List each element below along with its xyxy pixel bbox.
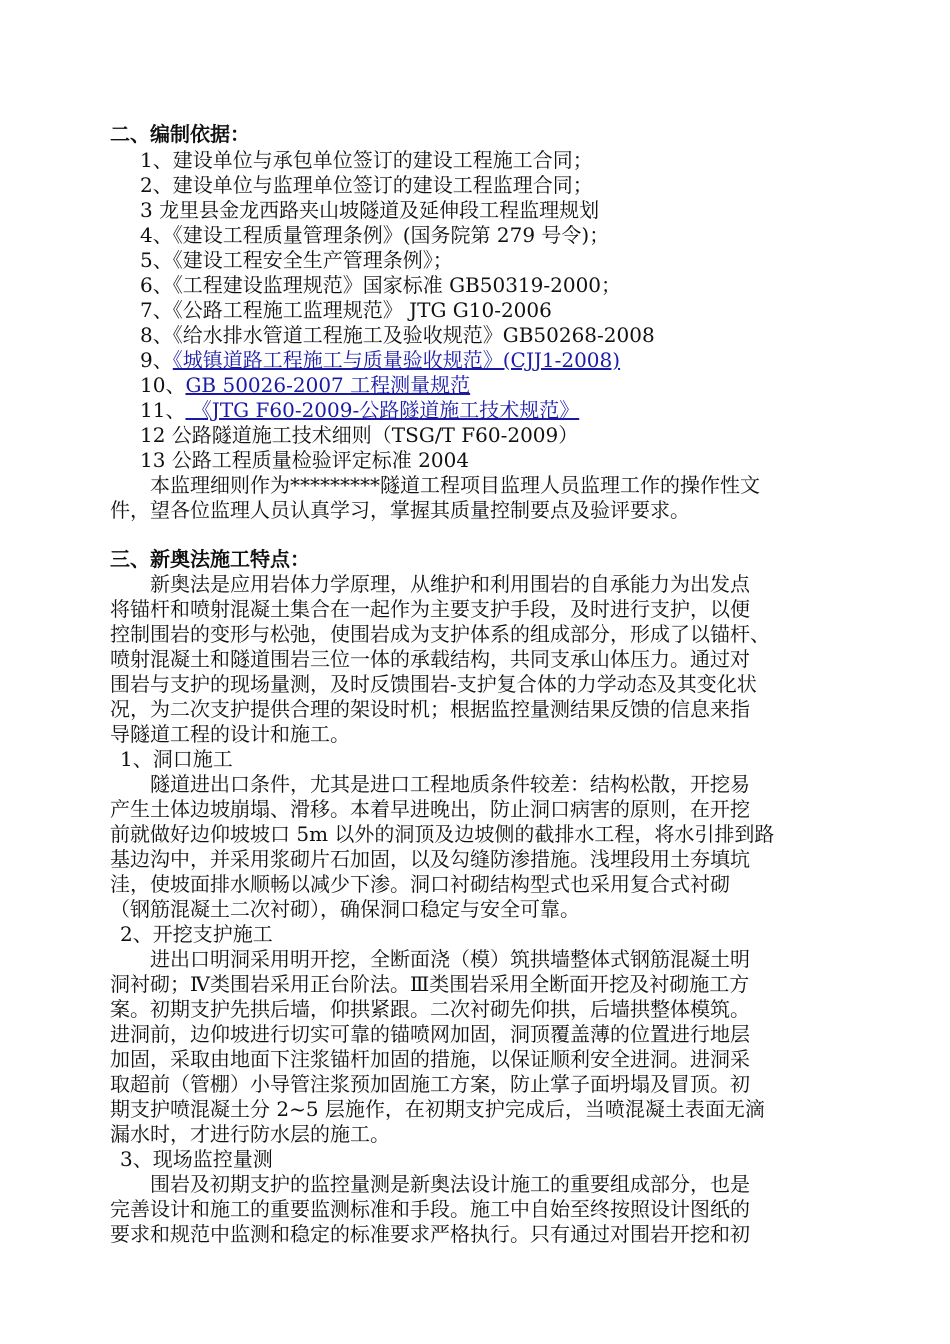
- excavation-line-7: 期支护喷混凝土分 2~5 层施作，在初期支护完成后，当喷混凝土表面无滴: [110, 1097, 765, 1121]
- section-heading-natm: 三、新奥法施工特点：: [110, 547, 310, 571]
- basis-item-10-number: 10、: [140, 373, 186, 397]
- natm-intro-line-7: 导隧道工程的设计和施工。: [110, 722, 350, 746]
- basis-item-2: 2、建设单位与监理单位签订的建设工程监理合同；: [140, 173, 593, 197]
- basis-item-10-link[interactable]: GB 50026-2007 工程测量规范: [185, 373, 471, 397]
- basis-item-9-number: 9、: [140, 348, 173, 372]
- basis-item-1: 1、建设单位与承包单位签订的建设工程施工合同；: [140, 148, 593, 172]
- excavation-line-4: 进洞前，边仰坡进行切实可靠的锚喷网加固，洞顶覆盖薄的位置进行地层: [110, 1022, 750, 1046]
- basis-item-11: [140, 398, 579, 423]
- basis-item-13: 13 公路工程质量检验评定标准 2004: [140, 448, 470, 472]
- excavation-line-1: 进出口明洞采用明开挖，全断面浇（模）筑拱墙整体式钢筋混凝土明: [150, 947, 750, 971]
- basis-item-5: 5、《建设工程安全生产管理条例》；: [140, 248, 453, 272]
- subsection-title-portal: 1、洞口施工: [120, 747, 233, 771]
- basis-paragraph-line-1: 本监理细则作为*********隧道工程项目监理人员监理工作的操作性文: [150, 473, 760, 497]
- subsection-title-excavation: 2、开挖支护施工: [120, 922, 273, 946]
- basis-item-7: 7、《公路工程施工监理规范》 JTG G10-2006: [140, 298, 552, 322]
- basis-item-12: 12 公路隧道施工技术细则（TSG/T F60-2009）: [140, 423, 579, 447]
- natm-intro-line-5: 围岩与支护的现场量测，及时反馈围岩-支护复合体的力学动态及其变化状: [110, 672, 757, 696]
- natm-intro-line-3: 控制围岩的变形与松弛，使围岩成为支护体系的组成部分，形成了以锚杆、: [110, 622, 770, 646]
- portal-line-5: 洼，使坡面排水顺畅以减少下渗。洞口衬砌结构型式也采用复合式衬砌: [110, 872, 730, 896]
- basis-item-11-number: 11、: [140, 398, 186, 422]
- natm-intro-line-1: 新奥法是应用岩体力学原理，从维护和利用围岩的自承能力为出发点: [150, 572, 750, 596]
- portal-line-4: 基边沟中，并采用浆砌片石加固，以及勾缝防渗措施。浅埋段用土夯填坑: [110, 847, 750, 871]
- monitoring-line-2: 完善设计和施工的重要监测标准和手段。施工中自始至终按照设计图纸的: [110, 1197, 750, 1221]
- excavation-line-2: 洞衬砌；Ⅳ类围岩采用正台阶法。Ⅲ类围岩采用全断面开挖及衬砌施工方: [110, 972, 750, 996]
- natm-intro-line-2: 将锚杆和喷射混凝土集合在一起作为主要支护手段，及时进行支护，以便: [110, 597, 750, 621]
- excavation-line-6: 取超前（管棚）小导管注浆预加固施工方案，防止掌子面坍塌及冒顶。初: [110, 1072, 750, 1096]
- monitoring-line-3: 要求和规范中监测和稳定的标准要求严格执行。只有通过对围岩开挖和初: [110, 1222, 750, 1246]
- excavation-line-8: 漏水时，才进行防水层的施工。: [110, 1122, 390, 1146]
- subsection-title-monitoring: 3、现场监控量测: [120, 1147, 273, 1171]
- basis-item-6: 6、《工程建设监理规范》国家标准 GB50319-2000；: [140, 273, 622, 297]
- excavation-line-5: 加固，采取由地面下注浆锚杆加固的措施，以保证顺利安全进洞。进洞采: [110, 1047, 750, 1071]
- natm-intro-line-6: 况，为二次支护提供合理的架设时机；根据监控量测结果反馈的信息来指: [110, 697, 750, 721]
- portal-line-6: （钢筋混凝土二次衬砌），确保洞口稳定与安全可靠。: [110, 897, 580, 921]
- basis-item-11-link[interactable]: 《JTG F60-2009-公路隧道施工技术规范》: [185, 398, 580, 422]
- excavation-line-3: 案。初期支护先拱后墙，仰拱紧跟。二次衬砌先仰拱，后墙拱整体模筑。: [110, 997, 750, 1021]
- basis-item-8: 8、《给水排水管道工程施工及验收规范》GB50268-2008: [140, 323, 655, 347]
- basis-paragraph-line-2: 件，望各位监理人员认真学习，掌握其质量控制要点及验评要求。: [110, 498, 690, 522]
- basis-item-4: 4、《建设工程质量管理条例》(国务院第 279 号令)；: [140, 223, 610, 247]
- basis-item-10: [140, 373, 470, 398]
- section-heading-basis: 二、编制依据：: [110, 122, 250, 146]
- portal-line-1: 隧道进出口条件，尤其是进口工程地质条件较差：结构松散，开挖易: [150, 772, 750, 796]
- basis-item-9-link[interactable]: 《城镇道路工程施工与质量验收规范》(CJJ1-2008): [172, 348, 621, 372]
- basis-item-3: 3 龙里县金龙西路夹山坡隧道及延伸段工程监理规划: [140, 198, 600, 222]
- monitoring-line-1: 围岩及初期支护的监控量测是新奥法设计施工的重要组成部分，也是: [150, 1172, 750, 1196]
- portal-line-3: 前就做好边仰坡坡口 5m 以外的洞顶及边坡侧的截排水工程，将水引排到路: [110, 822, 775, 846]
- basis-item-9: [140, 348, 620, 373]
- portal-line-2: 产生土体边坡崩塌、滑移。本着早进晚出，防止洞口病害的原则，在开挖: [110, 797, 750, 821]
- natm-intro-line-4: 喷射混凝土和隧道围岩三位一体的承载结构，共同支承山体压力。通过对: [110, 647, 750, 671]
